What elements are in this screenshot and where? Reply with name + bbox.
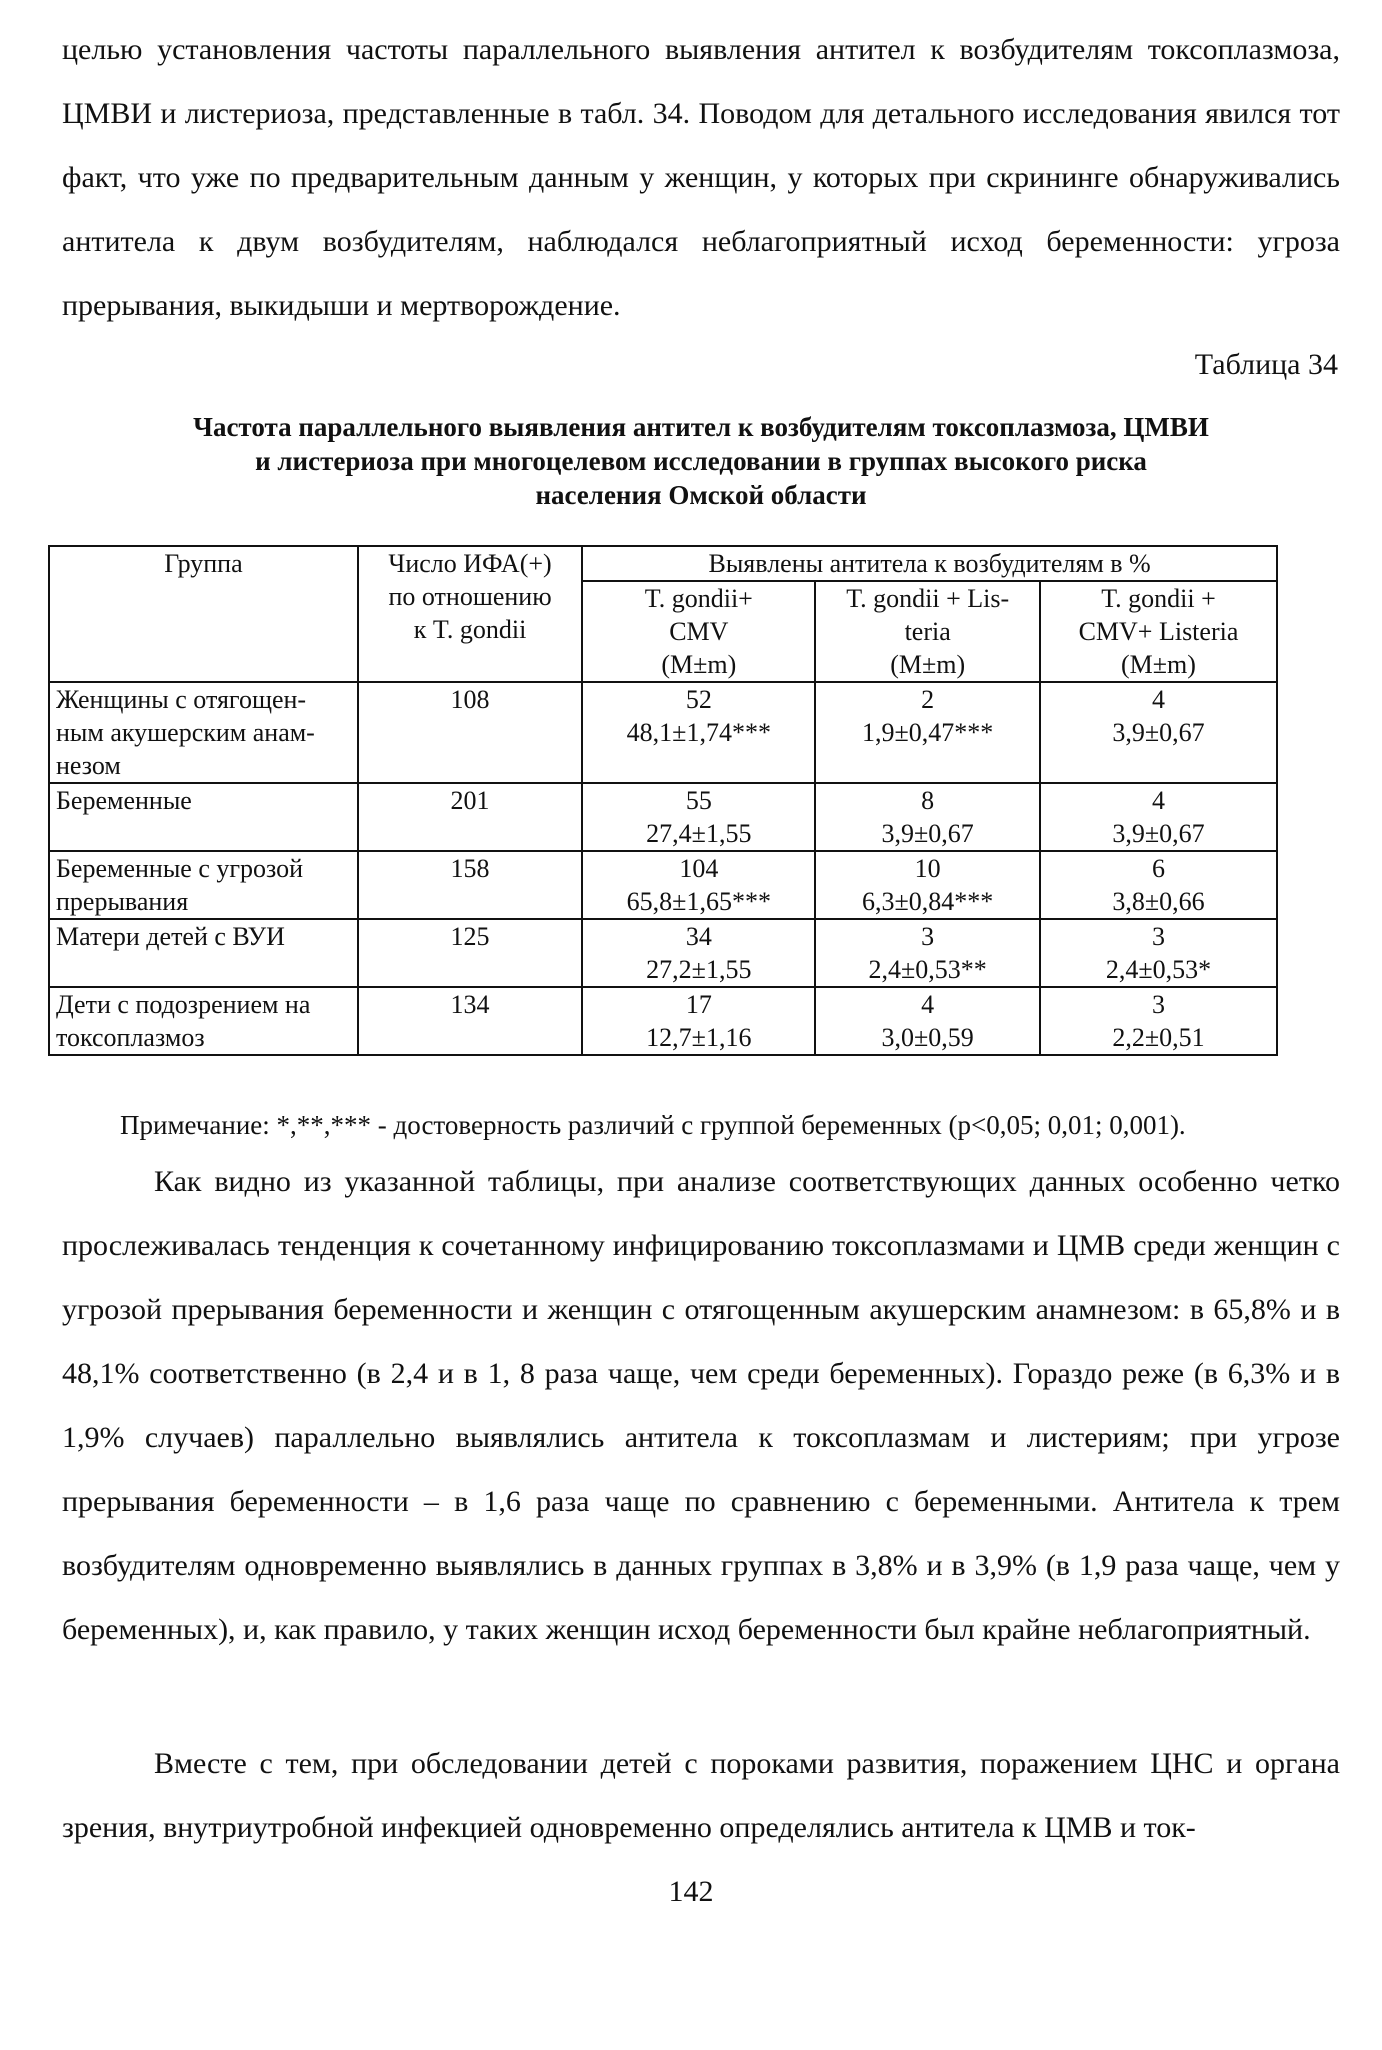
cell-count: 4 [1151, 786, 1165, 815]
cell-group-line [56, 953, 351, 986]
cell-tg-cmv [582, 682, 815, 783]
table-row [49, 783, 1277, 851]
cell-group [49, 783, 358, 851]
cell-count: 3 [921, 922, 935, 951]
header-line: (M±m) [1121, 650, 1196, 679]
cell-group-line: Дети с подозрением на [56, 990, 311, 1019]
cell-ifa: 158 [358, 851, 582, 919]
paragraph-discussion: Как видно из указанной таблицы, при анализе соответствующих данных особенно четко прослеживалась тенденция к сочетанному инфицированию токсоплазмами и ЦМВ среди женщин с угрозой прерывания беременности и женщин с отягощенным акушерским анамнезом: в 65,8% и в 48,1% соответственно (в 2,4 и в 1, 8 раза чаще, чем среди беременных). Гораздо реже (в 6,3% и в 1,9% случаев) параллельно выявлялись антитела к токсоплазмам и листериям; при угрозе прерывания беременности – в 1,6 раза чаще по сравнению с беременными. Антитела к трем возбудителям одновременно выявлялись в данных группах в 3,8% и в 3,9% (в 1,9 раза чаще, чем у беременных), и, как правило, у таких женщин исход беременности был крайне неблагоприятный. [62, 1165, 1340, 1646]
header-line: T. gondii + [1101, 584, 1216, 613]
cell-count: 52 [685, 685, 712, 714]
cell-count: 8 [921, 786, 935, 815]
cell-percent: 3,0±0,59 [881, 1023, 974, 1052]
cell-ifa: 125 [358, 919, 582, 987]
cell-percent: 2,2±0,51 [1112, 1023, 1205, 1052]
cell-tg-listeria [815, 682, 1040, 783]
table-row [49, 919, 1277, 987]
table-row [49, 987, 1277, 1055]
table-row [49, 851, 1277, 919]
cell-tg-listeria [815, 851, 1040, 919]
cell-group-line: незом [56, 751, 121, 780]
cell-group-line [56, 817, 351, 850]
cell-count: 6 [1151, 854, 1165, 883]
cell-tg-cmv [582, 851, 815, 919]
cell-count: 104 [679, 854, 719, 883]
cell-count: 55 [685, 786, 712, 815]
header-line: (M±m) [890, 650, 966, 679]
header-line: CMV+ Listeria [1078, 617, 1239, 646]
cell-percent: 3,9±0,67 [881, 819, 974, 848]
header-line: T. gondii + Lis- [846, 584, 1010, 613]
cell-count: 2 [921, 685, 935, 714]
cell-ifa: 134 [358, 987, 582, 1055]
cell-count: 4 [1151, 685, 1165, 714]
cell-group-line: Женщины с отягощен- [56, 685, 307, 714]
cell-group [49, 851, 358, 919]
cell-count: 4 [921, 990, 935, 1019]
results-table [48, 545, 1278, 1056]
cell-ifa: 108 [358, 682, 582, 783]
cell-percent: 12,7±1,16 [646, 1023, 752, 1052]
cell-group [49, 987, 358, 1055]
cell-percent: 3,9±0,67 [1112, 718, 1205, 747]
header-line: teria [904, 617, 951, 646]
cell-tg-listeria [815, 987, 1040, 1055]
cell-group-line: Беременные [56, 786, 192, 815]
cell-tg-cmv-listeria [1040, 851, 1277, 919]
cell-percent: 65,8±1,65*** [626, 887, 771, 916]
cell-tg-cmv [582, 919, 815, 987]
header-ifa-line: к T. gondii [413, 615, 527, 644]
cell-percent: 2,4±0,53* [1105, 955, 1212, 984]
cell-group-line: токсоплазмоз [56, 1023, 205, 1052]
cell-count: 3 [1151, 990, 1165, 1019]
cell-tg-cmv-listeria [1040, 682, 1277, 783]
header-line: CMV [669, 617, 729, 646]
cell-percent: 27,4±1,55 [646, 819, 752, 848]
cell-tg-cmv-listeria [1040, 919, 1277, 987]
cell-group-line: ным акушерским анам- [56, 718, 315, 747]
cell-count: 10 [914, 854, 941, 883]
header-line: (M±m) [661, 650, 737, 679]
table-title-line: населения Омской области [535, 480, 867, 510]
cell-tg-cmv [582, 783, 815, 851]
table-title [62, 410, 1340, 512]
table-note: Примечание: *,**,*** - достоверность различий с группой беременных (р<0,05; 0,01; 0,001). [120, 1110, 1186, 1140]
cell-percent: 2,4±0,53** [868, 955, 987, 984]
table-label: Таблица 34 [1194, 348, 1338, 381]
header-ifa-line: Число ИФА(+) [388, 549, 552, 578]
cell-percent: 3,9±0,67 [1112, 819, 1205, 848]
table-row [49, 682, 1277, 783]
cell-tg-listeria [815, 783, 1040, 851]
cell-count: 3 [1151, 922, 1165, 951]
cell-percent: 27,2±1,55 [646, 955, 752, 984]
page-number: 142 [668, 1875, 714, 1908]
cell-group-line: прерывания [56, 887, 189, 916]
header-ifa [358, 546, 582, 682]
cell-percent: 1,9±0,47*** [862, 718, 994, 747]
cell-group-line: Матери детей с ВУИ [56, 922, 285, 951]
header-tg-listeria [815, 581, 1040, 682]
table-title-line: и листериоза при многоцелевом исследовании в группах высокого риска [255, 446, 1147, 476]
cell-group [49, 682, 358, 783]
table-header-row [49, 546, 1277, 581]
header-line: T. gondii+ [644, 584, 753, 613]
cell-percent: 6,3±0,84*** [862, 887, 994, 916]
cell-group [49, 919, 358, 987]
paragraph-intro: целью установления частоты параллельного выявления антител к возбудителям токсоплазмоза, ЦМВИ и листериоза, представленные в табл. 34. Поводом для детального исследования явился тот факт, что уже по предварительным данным у женщин, у которых при скрининге обнаруживались антитела к двум возбудителям, наблюдался неблагоприятный исход беременности: угроза прерывания, выкидыши и мертворождение. [62, 33, 1340, 322]
table-title-line: Частота параллельного выявления антител к возбудителям токсоплазмоза, ЦМВИ [193, 412, 1209, 442]
header-group: Группа [49, 546, 358, 682]
cell-ifa: 201 [358, 783, 582, 851]
cell-group-line: Беременные с угрозой [56, 854, 304, 883]
header-tg-cmv-listeria [1040, 581, 1277, 682]
cell-tg-cmv [582, 987, 815, 1055]
cell-tg-cmv-listeria [1040, 783, 1277, 851]
cell-tg-listeria [815, 919, 1040, 987]
cell-percent: 3,8±0,66 [1112, 887, 1205, 916]
header-ifa-line: по отношению [388, 582, 552, 611]
cell-tg-cmv-listeria [1040, 987, 1277, 1055]
cell-count: 17 [685, 990, 712, 1019]
header-tg-cmv [582, 581, 815, 682]
header-detected: Выявлены антитела к возбудителям в % [582, 546, 1277, 581]
paragraph-continuation: Вместе с тем, при обследовании детей с пороками развития, поражением ЦНС и органа зрения, внутриутробной инфекцией одновременно определялись антитела к ЦМВ и ток- [62, 1747, 1340, 1844]
cell-percent: 48,1±1,74*** [626, 718, 771, 747]
cell-count: 34 [685, 922, 712, 951]
